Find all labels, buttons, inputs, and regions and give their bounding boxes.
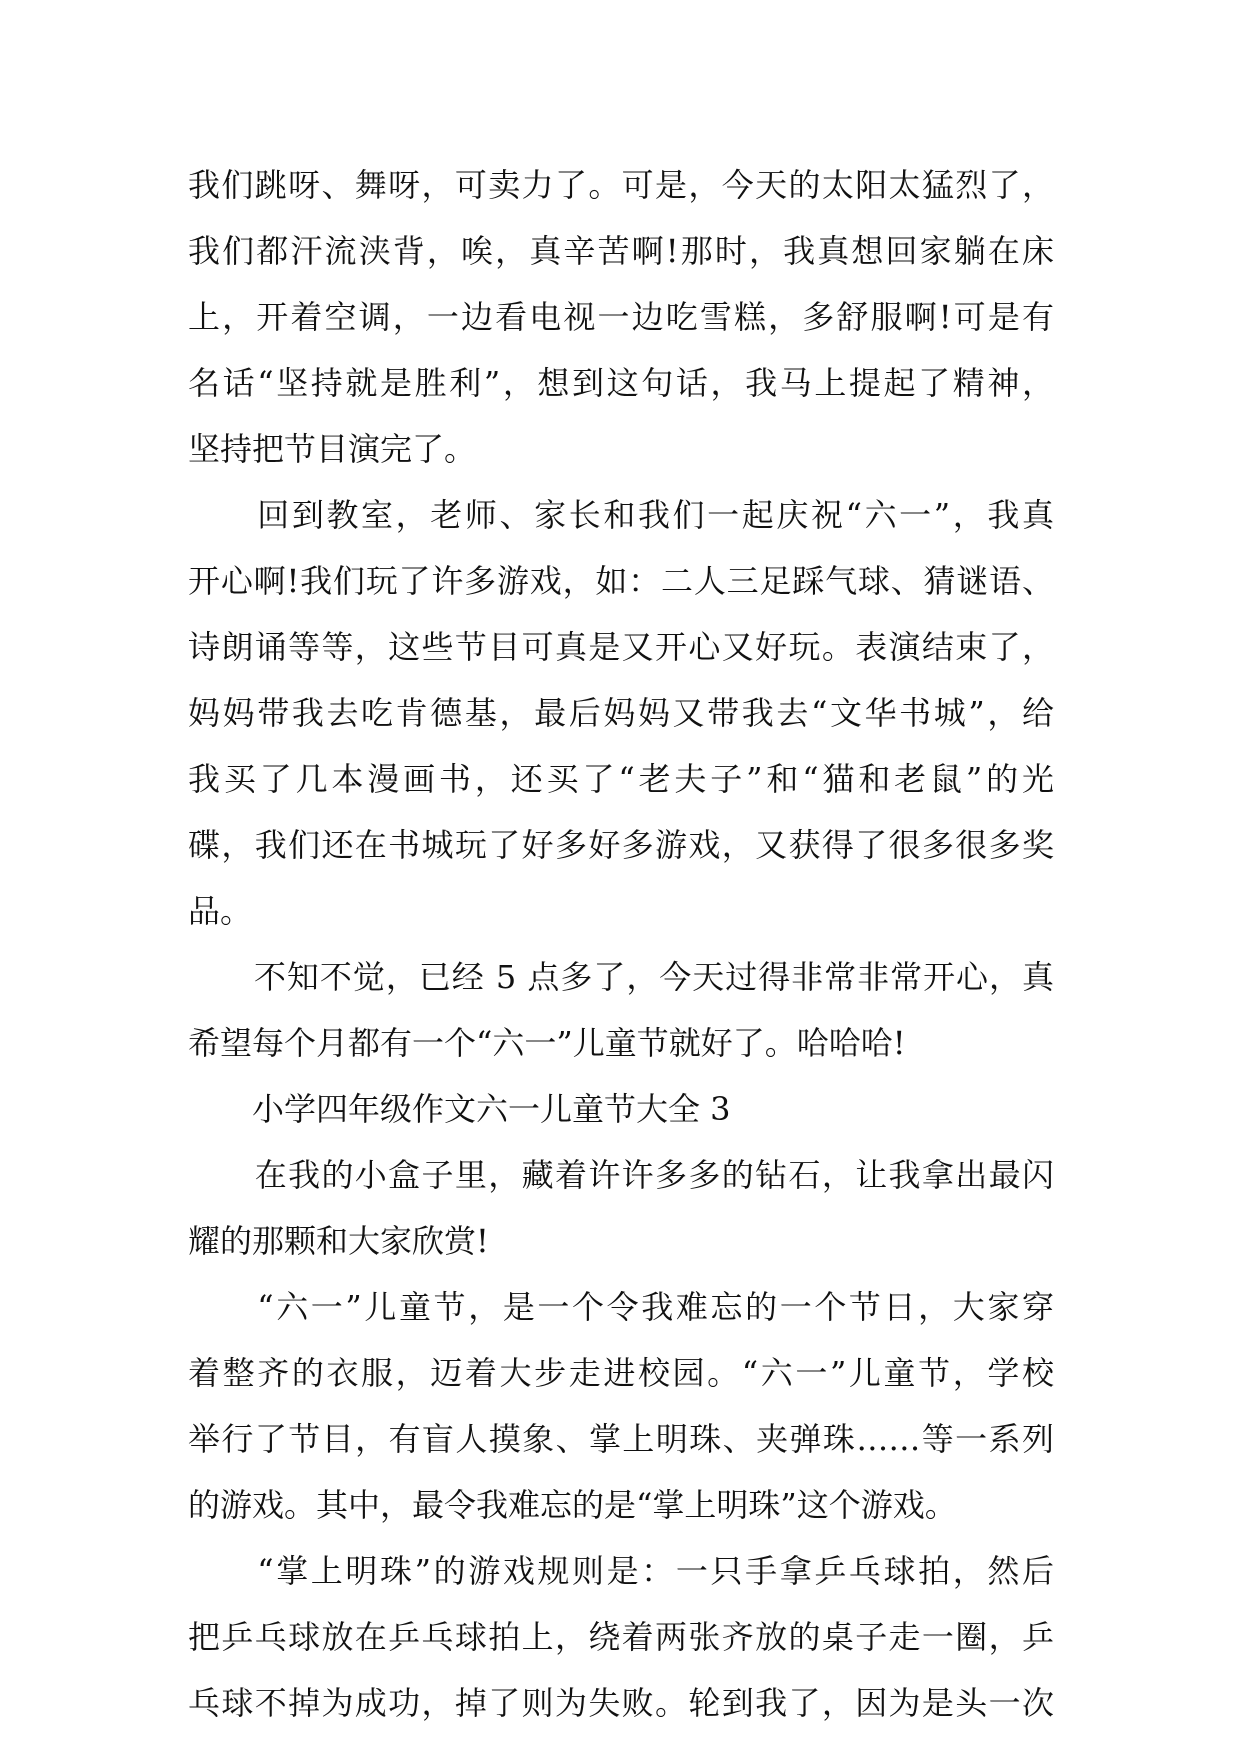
text-line: 举行了节目，有盲人摸象、掌上明珠、夹弹珠……等一系列 xyxy=(188,1420,1054,1458)
text-line: 不知不觉，已经 5 点多了，今天过得非常非常开心，真 xyxy=(188,958,1054,996)
text-line: 在我的小盒子里，藏着许许多多的钻石，让我拿出最闪 xyxy=(188,1156,1054,1194)
text-line: 把乒乓球放在乒乓球拍上，绕着两张齐放的桌子走一圈，乒 xyxy=(188,1618,1054,1656)
text-line: 名话“坚持就是胜利”，想到这句话，我马上提起了精神， xyxy=(188,364,1054,402)
text-line: 乓球不掉为成功，掉了则为失败。轮到我了，因为是头一次 xyxy=(188,1684,1054,1722)
essay-body xyxy=(188,152,1054,1736)
text-line: 着整齐的衣服，迈着大步走进校园。“六一”儿童节，学校 xyxy=(188,1354,1054,1392)
text-line: 上，开着空调，一边看电视一边吃雪糕，多舒服啊!可是有 xyxy=(188,298,1054,336)
text-line: 开心啊!我们玩了许多游戏，如：二人三足踩气球、猜谜语、 xyxy=(188,562,1054,600)
text-line: 碟，我们还在书城玩了好多好多游戏，又获得了很多很多奖 xyxy=(188,826,1054,864)
text-line: 回到教室，老师、家长和我们一起庆祝“六一”，我真 xyxy=(188,496,1054,534)
text-line: “六一”儿童节，是一个令我难忘的一个节日，大家穿 xyxy=(188,1288,1054,1326)
text-line: 耀的那颗和大家欣赏! xyxy=(188,1222,489,1260)
text-line: 诗朗诵等等，这些节目可真是又开心又好玩。表演结束了， xyxy=(188,628,1054,666)
text-line: 我们跳呀、舞呀，可卖力了。可是，今天的太阳太猛烈了， xyxy=(188,166,1054,204)
text-line: “掌上明珠”的游戏规则是：一只手拿乒乓球拍，然后 xyxy=(188,1552,1054,1590)
section-heading: 小学四年级作文六一儿童节大全 3 xyxy=(188,1090,731,1128)
text-line: 品。 xyxy=(188,892,253,930)
text-line: 的游戏。其中，最令我难忘的是“掌上明珠”这个游戏。 xyxy=(188,1486,957,1524)
text-line: 妈妈带我去吃肯德基，最后妈妈又带我去“文华书城”，给 xyxy=(188,694,1054,732)
text-line: 我买了几本漫画书，还买了“老夫子”和“猫和老鼠”的光 xyxy=(188,760,1054,798)
text-line: 我们都汗流浃背，唉，真辛苦啊!那时，我真想回家躺在床 xyxy=(188,232,1054,270)
text-line: 坚持把节目演完了。 xyxy=(188,430,477,468)
text-line: 希望每个月都有一个“六一”儿童节就好了。哈哈哈! xyxy=(188,1024,906,1062)
